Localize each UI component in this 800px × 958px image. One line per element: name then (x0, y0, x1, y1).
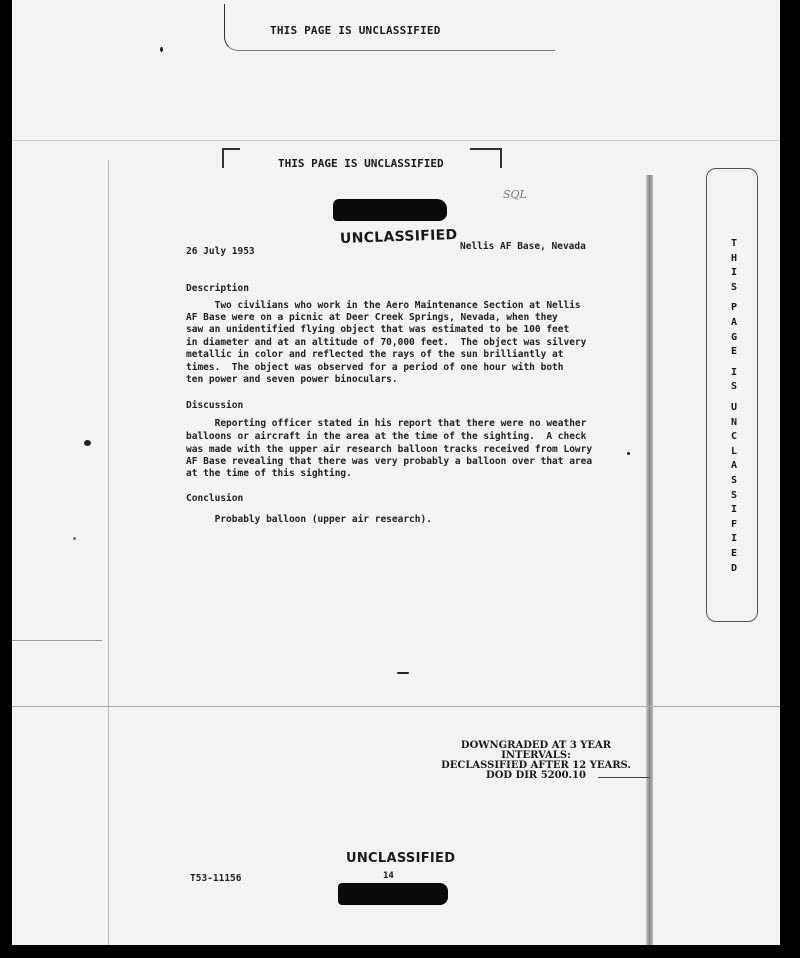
conclusion-heading: Conclusion (186, 493, 244, 504)
top-unclassified-stamp: THIS PAGE IS UNCLASSIFIED (270, 24, 441, 37)
downgrade-notice (425, 741, 647, 781)
side-stamp-letter: F (731, 518, 738, 530)
stamp-bracket-right (470, 148, 502, 168)
discussion-line: Reporting officer stated in his report that there were no weather (186, 418, 587, 429)
handwritten-note: SQL (503, 188, 527, 201)
description-line: times. The object was observed for a period of one hour with both (186, 362, 564, 373)
description-line: saw an unidentified flying object that was estimated to be 100 feet (186, 324, 570, 335)
side-stamp-letter: S (731, 281, 738, 293)
report-date: 26 July 1953 (186, 246, 255, 257)
stamp-bracket-left (222, 148, 240, 168)
report-location: Nellis AF Base, Nevada (460, 241, 586, 252)
discussion-line: AF Base revealing that there was very probably a balloon over that area (186, 456, 593, 467)
document-page (12, 0, 780, 945)
side-stamp-letter: E (731, 346, 738, 358)
case-number: T53-11156 (190, 873, 242, 884)
description-line: in diameter and at an altitude of 70,000 feet. The object was silvery (186, 337, 587, 348)
side-stamp-letter: E (731, 548, 738, 559)
side-stamp-letter: G (731, 331, 738, 343)
redaction-bar (333, 199, 447, 221)
page-number: 14 (383, 871, 394, 881)
scan-line (108, 160, 109, 945)
side-stamp-letter: S (731, 381, 738, 393)
redaction-bar (338, 883, 448, 905)
conclusion-text: Probably balloon (upper air research). (186, 514, 432, 525)
side-stamp-letter: P (731, 302, 738, 314)
description-line: metallic in color and reflected the rays of the sun brilliantly at (186, 349, 564, 360)
side-stamp-letter: U (731, 402, 738, 413)
side-stamp-letter: I (731, 533, 738, 545)
scan-line (12, 140, 780, 141)
side-stamp-letter: I (731, 267, 738, 279)
downgrade-line: DECLASSIFIED AFTER 12 YEARS. (441, 760, 631, 771)
page-edge-strip (646, 175, 653, 945)
description-line: ten power and seven power binoculars. (186, 374, 398, 385)
downgrade-line: DOWNGRADED AT 3 YEAR INTERVALS: (460, 740, 612, 761)
inner-unclassified-stamp: THIS PAGE IS UNCLASSIFIED (278, 157, 444, 170)
scan-speck (160, 47, 163, 52)
unclassified-stamp-bottom: UNCLASSIFIED (346, 851, 456, 866)
side-stamp-letter: L (731, 445, 738, 457)
side-stamp-letter: A (731, 317, 738, 328)
description-heading: Description (186, 283, 249, 294)
side-stamp-letter: C (731, 431, 738, 443)
discussion-heading: Discussion (186, 400, 244, 411)
downgrade-line: DOD DIR 5200.10 (486, 770, 586, 781)
scan-speck (397, 672, 409, 674)
side-stamp-letter: D (731, 562, 738, 574)
side-stamp-letter: T (731, 238, 738, 249)
description-line: AF Base were on a picnic at Deer Creek Springs, Nevada, when they (186, 312, 558, 323)
side-stamp-letter: I (731, 366, 738, 378)
scan-speck (627, 452, 630, 455)
scan-line (12, 640, 102, 641)
description-line: Two civilians who work in the Aero Maintenance Section at Nellis (186, 300, 581, 311)
side-stamp-letter: I (731, 504, 738, 516)
scan-line (12, 706, 780, 707)
side-stamp-letter: N (731, 416, 738, 428)
discussion-line: at the time of this sighting. (186, 468, 352, 479)
discussion-line: was made with the upper air research balloon tracks received from Lowry (186, 444, 593, 455)
side-stamp-letter: S (731, 475, 738, 486)
scan-speck (84, 440, 91, 446)
unclassified-stamp-top: UNCLASSIFIED (339, 226, 458, 248)
discussion-line: balloons or aircraft in the area at the time of the sighting. A check (186, 431, 587, 442)
side-stamp-letter: S (731, 489, 738, 501)
side-stamp-letter: A (731, 460, 738, 472)
side-stamp-letter: H (731, 252, 738, 264)
scan-speck (73, 537, 76, 540)
